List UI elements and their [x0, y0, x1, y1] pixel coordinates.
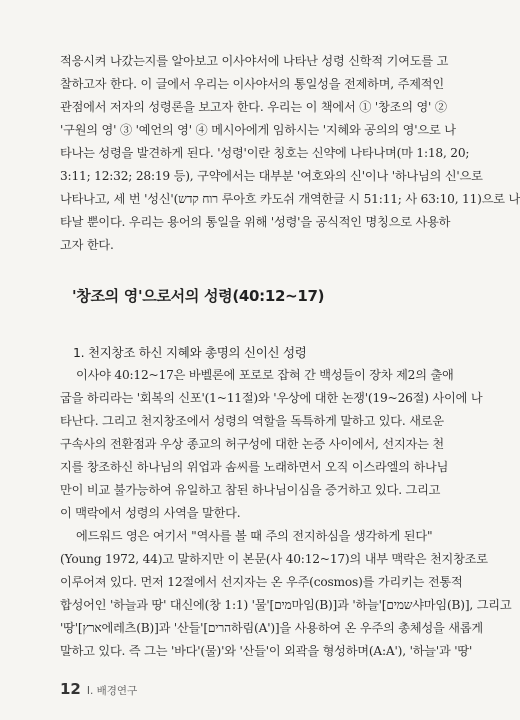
- text-line: 이사야 40:12~17은 바벨론에 포로로 잡혀 간 백성들이 장차 제2의 출애: [76, 368, 454, 382]
- text-line: 관점에서 저자의 성령론을 보고자 한다. 우리는 이 책에서 ① '창조의 영' ②: [60, 100, 447, 114]
- text-line: 이루어져 있다. 먼저 12절에서 선지자는 온 우주(cosmos)를 가리키는 전통적: [60, 575, 463, 589]
- text-line: 에드워드 영은 여기서 "역사를 볼 때 주의 전지하심을 생각하게 된다": [76, 529, 433, 543]
- running-head: I. 배경연구: [86, 685, 138, 697]
- text-line: 고자 한다.: [60, 238, 114, 252]
- text-line: 타날 뿐이다. 우리는 용어의 통일을 위해 '성령'을 공식적인 명칭으로 사용하: [60, 215, 451, 229]
- text-line: 말하고 있다. 즉 그는 '바다'(물)'와 '산들'이 외곽을 형성하며(A:A'), '하늘'과 '땅': [60, 644, 473, 658]
- text-line: 굽을 하리라는 '회복의 신포'(1~11절)와 '우상에 대한 논쟁'(19~26절) 사이에 나: [60, 391, 483, 405]
- text-line: 나타나고, 세 번 '성신'(רוח קדש 루아흐 카도쉬 개역한글 시 51:11; 사 63:10, 11)으로 나: [60, 192, 520, 206]
- text-line: 합성어인 '하늘과 땅' 대신에(창 1:1) '물'[מים마임(B)]과 '하늘'[שמים샤마임(B)], 그리고: [60, 598, 512, 612]
- text-line: 구속사의 전환점과 우상 종교의 허구성에 대한 논증 사이에서, 선지자는 천: [60, 437, 444, 451]
- text-line: 지를 창조하신 하나님의 위업과 솜씨를 노래하면서 오직 이스라엘의 하나님: [60, 460, 449, 474]
- text-line: (Young 1972, 44)고 말하지만 이 본문(사 40:12~17)의 내부 맥락은 천지창조로: [60, 552, 488, 566]
- text-line: 만이 비교 불가능하여 유일하고 참된 하나님이심을 증거하고 있다. 그리고: [60, 483, 441, 497]
- subsection-heading: 1. 천지창조 하신 지혜와 총명의 신이신 성령: [73, 345, 307, 360]
- text-line: '땅'[ארץ에레츠(B)]과 '산들'[הרים하림(A')]을 사용하여 온 우주의 총체성을 새롭게: [60, 621, 483, 635]
- page-number: 12: [60, 680, 81, 698]
- text-line: 찰하고자 한다. 이 글에서 우리는 이사야서의 통일성을 전제하며, 주제적인: [60, 77, 444, 91]
- text-line: '구원의 영' ③ '예언의 영' ④ 메시아에게 임하시는 '지혜와 공의의 영'으로 나: [60, 123, 456, 137]
- text-line: 3:11; 12:32; 28:19 등), 구약에서는 대부분 '여호와의 신'이나 '하나님의 신'으로: [60, 169, 483, 183]
- text-line: 이 맥락에서 성령의 사역을 말한다.: [60, 506, 241, 520]
- page-footer: [60, 680, 137, 698]
- text-line: 타나는 성령을 발견하게 된다. '성령'이란 칭호는 신약에 나타나며(마 1:18, 20;: [60, 146, 470, 160]
- text-line: 타난다. 그리고 천지창조에서 성령의 역할을 독특하게 말하고 있다. 새로운: [60, 414, 444, 428]
- section-heading: '창조의 영'으로서의 성령(40:12~17): [72, 287, 325, 305]
- text-line: 적응시켜 나갔는지를 알아보고 이사야서에 나타난 성령 신학적 기여도를 고: [60, 54, 449, 68]
